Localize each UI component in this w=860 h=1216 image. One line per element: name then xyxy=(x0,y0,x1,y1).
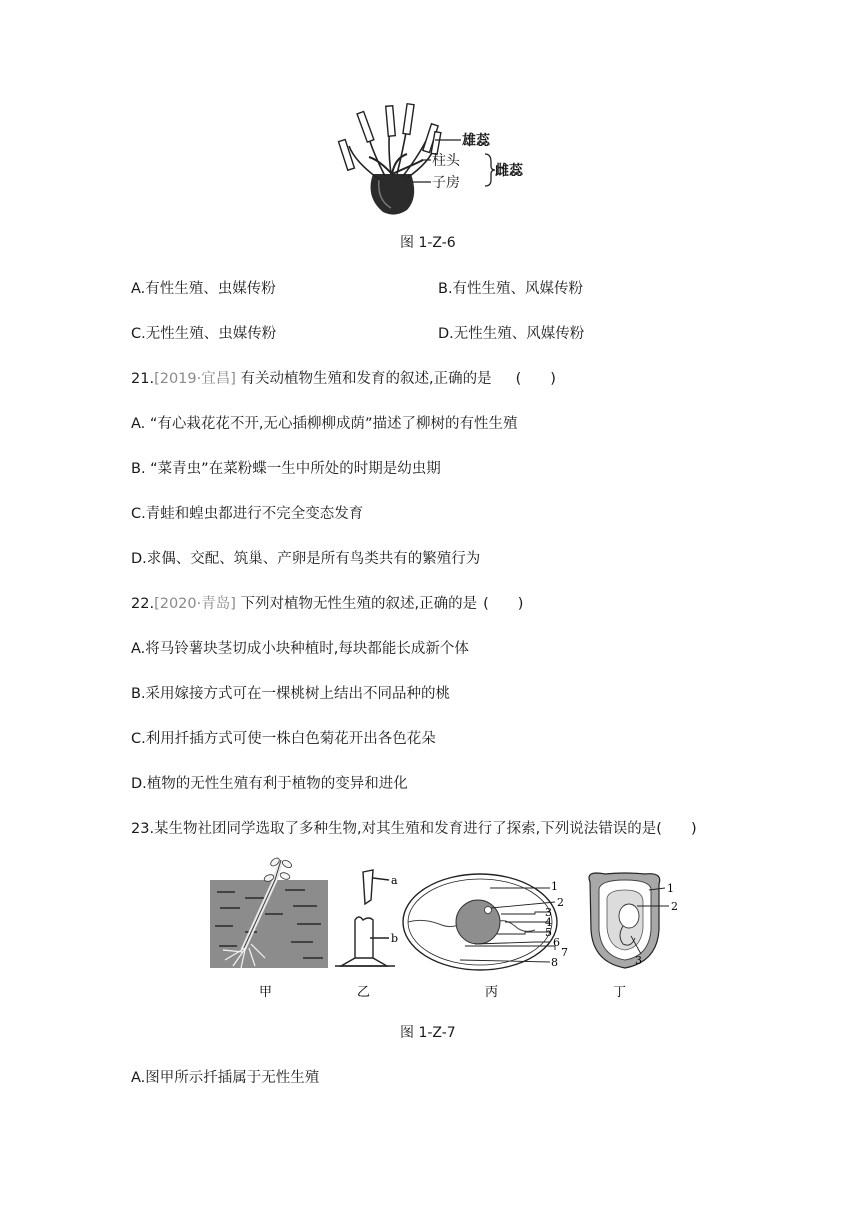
q22-option-a: A.将马铃薯块茎切成小块种植时,每块都能长成新个体 xyxy=(131,641,469,657)
q20-option-c: C.无性生殖、虫媒传粉 xyxy=(131,326,277,342)
panel-label-ding: 丁 xyxy=(613,985,627,1000)
q22-blank: ( ) xyxy=(483,596,524,612)
q23-option-a: A.图甲所示扦插属于无性生殖 xyxy=(131,1070,320,1086)
egg-number-1: 1 xyxy=(551,880,558,893)
egg-number-4: 4 xyxy=(545,916,552,929)
cutting-panel xyxy=(210,856,328,968)
egg-number-2: 2 xyxy=(557,896,564,909)
q23-stem xyxy=(131,817,697,838)
q22-option-b: B.采用嫁接方式可在一棵桃树上结出不同品种的桃 xyxy=(131,686,451,702)
figure7-caption: 图 1-Z-7 xyxy=(400,1025,456,1041)
egg-number-6: 6 xyxy=(553,936,560,949)
panel-label-bing: 丙 xyxy=(485,985,499,1000)
q21-option-b: B. “菜青虫”在菜粉蝶一生中所处的时期是幼虫期 xyxy=(131,461,441,477)
fetus-panel xyxy=(589,873,669,968)
q23-text: 23.某生物社团同学选取了多种生物,对其生殖和发育进行了探索,下列说法错误的是 xyxy=(131,821,657,837)
q22-option-c: C.利用扦插方式可使一株白色菊花开出各色花朵 xyxy=(131,731,436,747)
egg-number-7: 7 xyxy=(561,946,568,959)
egg-panel xyxy=(403,874,557,970)
q21-option-d: D.求偶、交配、筑巢、产卵是所有鸟类共有的繁殖行为 xyxy=(131,551,481,567)
panel-label-yi: 乙 xyxy=(357,985,371,1000)
egg-number-5: 5 xyxy=(545,926,552,939)
label-stamen: 雄蕊 xyxy=(462,133,490,149)
q20-option-d: D.无性生殖、风媒传粉 xyxy=(438,326,585,342)
q22-option-d: D.植物的无性生殖有利于植物的变异和进化 xyxy=(131,776,408,792)
egg-number-3: 3 xyxy=(545,906,552,919)
q21-stem xyxy=(131,367,556,388)
panel-label-jia: 甲 xyxy=(259,985,273,1000)
q20-option-a: A.有性生殖、虫媒传粉 xyxy=(131,281,276,297)
q23-blank: ( ) xyxy=(656,821,697,837)
reproduction-figure xyxy=(205,850,705,1000)
q21-blank: ( ) xyxy=(515,371,556,387)
q22-source: [2020·青岛] xyxy=(154,596,236,612)
egg-number-8: 8 xyxy=(551,956,558,969)
q22-stem xyxy=(131,592,523,613)
q22-number: 22. xyxy=(131,596,155,612)
flower-figure xyxy=(335,102,535,222)
fetus-number-2: 2 xyxy=(671,900,678,913)
q21-option-c: C.青蛙和蝗虫都进行不完全变态发育 xyxy=(131,506,364,522)
label-stigma: 柱头 xyxy=(432,153,460,169)
q20-option-b: B.有性生殖、风媒传粉 xyxy=(438,281,584,297)
graft-label-b: b xyxy=(391,932,399,945)
q21-number: 21. xyxy=(131,371,155,387)
fetus-number-3: 3 xyxy=(635,954,642,967)
fetus-number-1: 1 xyxy=(667,882,674,895)
label-pistil: 雌蕊 xyxy=(495,163,523,179)
figure6-caption: 图 1-Z-6 xyxy=(400,235,456,251)
graft-panel xyxy=(335,870,395,966)
label-ovary: 子房 xyxy=(432,175,460,191)
q21-source: [2019·宜昌] xyxy=(154,371,236,387)
q21-option-a: A. “有心栽花花不开,无心插柳柳成荫”描述了柳树的有性生殖 xyxy=(131,416,518,432)
graft-label-a: a xyxy=(391,874,398,887)
q22-text: 下列对植物无性生殖的叙述,正确的是 xyxy=(240,596,478,612)
q21-text: 有关动植物生殖和发育的叙述,正确的是 xyxy=(240,371,492,387)
